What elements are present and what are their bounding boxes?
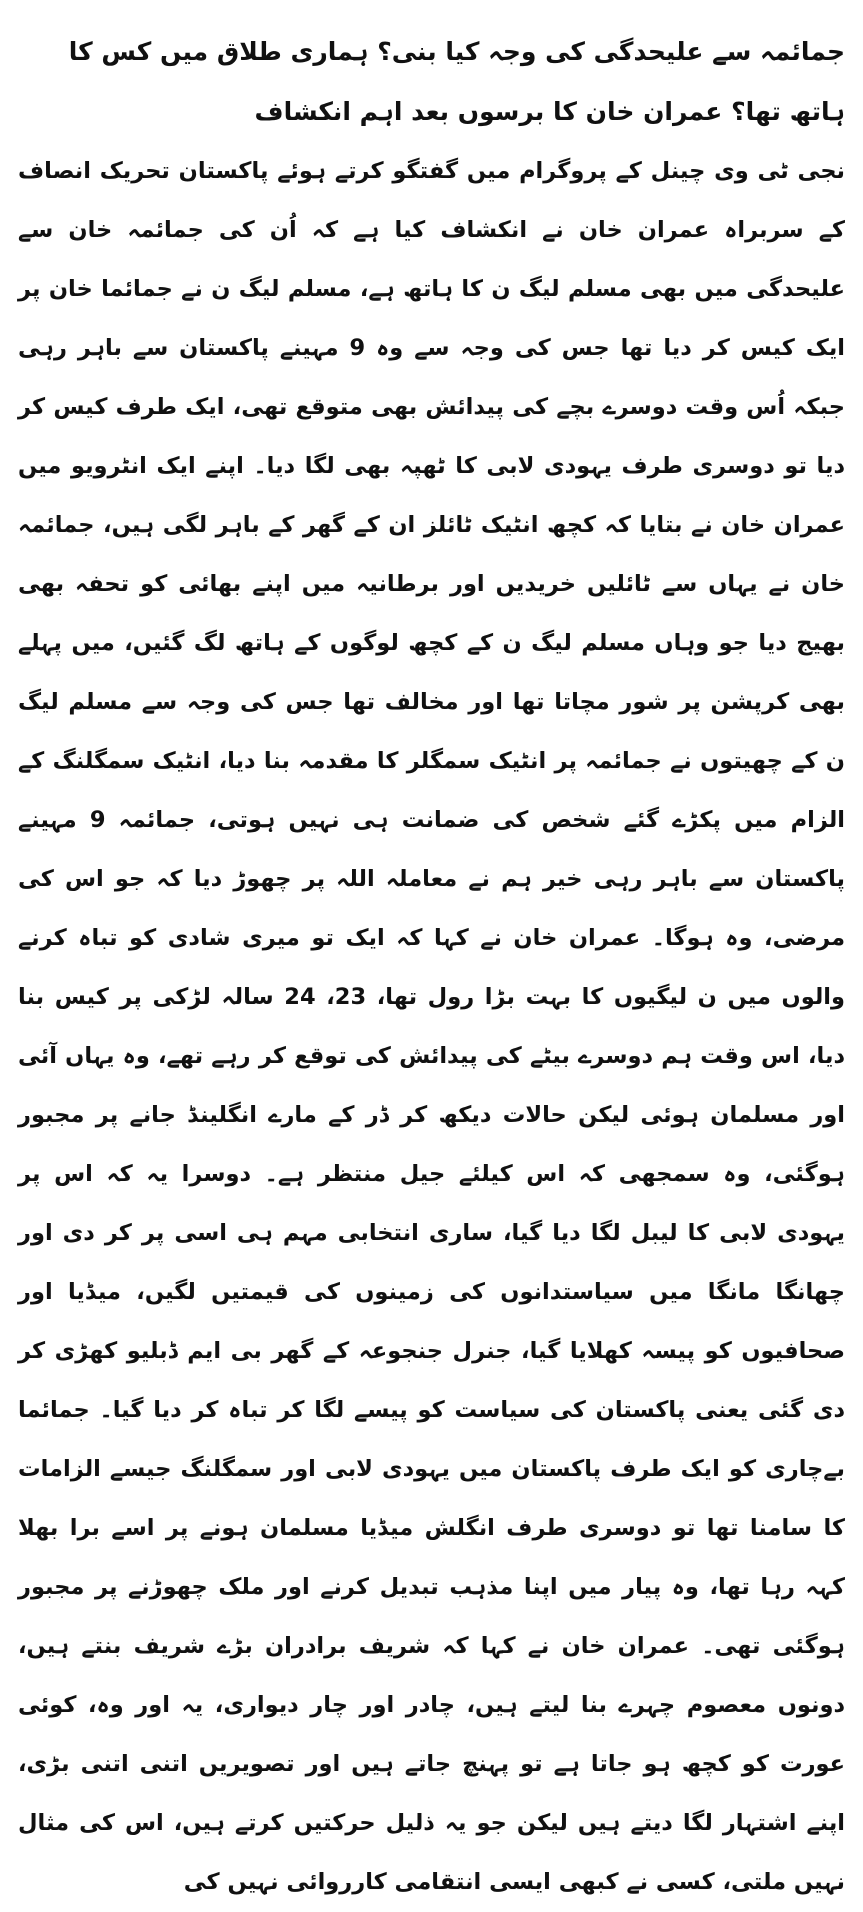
article-body: نجی ٹی وی چینل کے پروگرام میں گفتگو کرتے ہوئے پاکستان تحریک انصاف کے سربراہ عمران خان نے انکشاف کیا ہے کہ اُن کی جمائمہ خان سے علیحدگی میں بھی مسلم لیگ ن کا ہاتھ ہے، مسلم لیگ ن نے جمائما خان پر ایک کیس کر دیا تھا جس کی وجہ سے وہ 9 مہینے پاکستان سے باہر رہی جبکہ اُس وقت دوسرے بچے کی پیدائش بھی متوقع تھی، ایک طرف کیس کر دیا تو دوسری طرف یہودی لابی کا ٹھپہ بھی لگا دیا۔ اپنے ایک انٹرویو میں عمران خان نے بتایا کہ کچھ انٹیک ٹائلز ان کے گھر کے باہر لگی ہیں، جمائمہ خان نے یہاں سے ٹائلیں خریدیں اور برطانیہ میں اپنے بھائی کو تحفہ بھی بھیج دیا جو وہاں مسلم لیگ ن کے کچھ لوگوں کے ہاتھ لگ گئیں، میں پہلے بھی کرپشن پر شور مچاتا تھا اور مخالف تھا جس کی وجہ سے مسلم لیگ ن کے چھیتوں نے جمائمہ پر انٹیک سمگلر کا مقدمہ بنا دیا، انٹیک سمگلنگ کے الزام میں پکڑے گئے شخص کی ضمانت ہی نہیں ہوتی، جمائمہ 9 مہینے پاکستان سے باہر رہی خیر ہم نے معاملہ اللہ پر چھوڑ دیا کہ جو اس کی مرضی، وہ ہوگا۔ عمران خان نے کہا کہ ایک تو میری شادی کو تباہ کرنے والوں میں ن لیگیوں کا بہت بڑا رول تھا، 23، 24 سالہ لڑکی پر کیس بنا دیا، اس وقت ہم دوسرے بیٹے کی پیدائش کی توقع کر رہے تھے، وہ یہاں آئی اور مسلمان ہوئی لیکن حالات دیکھ کر ڈر کے مارے انگلینڈ جانے پر مجبور ہوگئی، وہ سمجھی کہ اس کیلئے جیل منتظر ہے۔ دوسرا یہ کہ اس پر یہودی لابی کا لیبل لگا دیا گیا، ساری انتخابی مہم ہی اسی پر کر دی اور چھانگا مانگا میں سیاستدانوں کی زمینوں کی قیمتیں لگیں، میڈیا اور صحافیوں کو پیسہ کھلایا گیا، جنرل جنجوعہ کے گھر بی ایم ڈبلیو کھڑی کر دی گئی یعنی پاکستان کی سیاست کو پیسے لگا کر تباہ کر دیا گیا۔ جمائما بےچاری کو ایک طرف پاکستان میں یہودی لابی اور سمگلنگ جیسے الزامات کا سامنا تھا تو دوسری طرف انگلش میڈیا مسلمان ہونے پر اسے برا بھلا کہہ رہا تھا، وہ پیار میں اپنا مذہب تبدیل کرنے اور ملک چھوڑنے پر مجبور ہوگئی تھی۔ عمران خان نے کہا کہ شریف برادران بڑے شریف بنتے ہیں، دونوں معصوم چہرے بنا لیتے ہیں، چادر اور چار دیواری، یہ اور وہ، کوئی عورت کو کچھ ہو جاتا ہے تو پہنچ جاتے ہیں اور تصویریں اتنی اتنی بڑی، اپنے اشتہار لگا دیتے ہیں لیکن جو یہ ذلیل حرکتیں کرتے ہیں، اس کی مثال نہیں ملتی، کسی نے کبھی ایسی انتقامی کارروائی نہیں کی xyxy=(18,158,845,1895)
article-headline: جمائمہ سے علیحدگی کی وجہ کیا بنی؟ ہماری طلاق میں کس کا ہاتھ تھا؟ عمران خان کا برسوں بعد اہم انکشاف xyxy=(68,37,845,126)
